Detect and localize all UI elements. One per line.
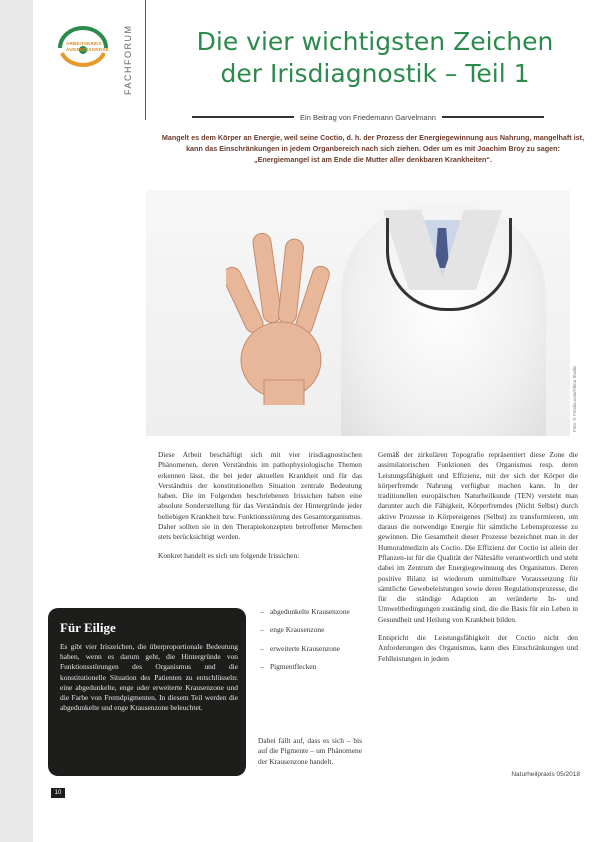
byline: Ein Beitrag von Friedemann Garvelmann	[300, 112, 436, 122]
column-1	[158, 450, 362, 569]
col1-paragraph-1: Diese Arbeit beschäftigt sich mit vier irisdiagnostischen Phänomenen, deren Verständnis im pathophysiologische Themen erkennen lässt, die bei jeder aktuellen Krankheit und für das Verständnis der konstitutionellen Situation zentrale Bedeutung haben. Die im Folgenden beschriebenen Irissichen haben eine absolute Sonderstellung für das Verständnis der Hintergründe jeder beliebigen Krankheit bzw. Funktionsstörung des Gesamtorganismus. Daher sollten sie in den Therapiekonzepten betroffener Menschen stets berücksichtigt werden.	[158, 450, 362, 542]
list-item: – Pigmentflecken	[260, 662, 364, 672]
col3-paragraph-1: Gemäß der zirkulären Topografie repräsentiert diese Zone die assimilatorischen Funktionen des Organismus resp. deren Leistungsfähigkeit und Effizienz, mit der sich der Körper die körperfremde Nahrung verfügbar machen kann. In der traditionellen europäischen Naturheilkunde (TEN) versteht man darunter auch die Fähigkeit, Körperfremdes (Nicht Selbst) durch aktive Prozesse in Körpereigenes (Selbst) zu transformieren, um daraus die notwendige Energie für sämtliche Lebensprozesse zu gewinnen. Die Gesamtheit dieser Prozesse bezeichnet man in der Humoralmedizin als Coctio. Die Effizienz der Coctio ist allein der Pflanzen-ist für die Qualität der Nährsäfte verantwortlich und steht dabei im Zentrum der Energiegewinnung des Organismus. Deren positive Bilanz ist wiederum unmittelbare Voraussetzung für sämtliche Gewebeleistungen sowie deren Regulationsprozesse, die für die ständige Adaption an veränderte In- und Umweltbedingungen zuständig sind, die die Basis für ein Leben in Gesundheit und Heilung von Krankheit bilden.	[378, 450, 578, 624]
col3-paragraph-2: Entspricht die Leistungsfähigkeit der Coctio nicht den Anforderungen des Organismus, kann dies Einschränkungen und Fehlleistungen in jedem	[378, 633, 578, 663]
four-fingers-hand-icon	[226, 225, 336, 405]
logo-text	[66, 41, 126, 53]
photo-credit: Foto: © Fotolia.com/Africa Studio	[572, 365, 577, 432]
iris-signs-list	[260, 607, 364, 680]
title-line-2: der Irisdiagnostik – Teil 1	[220, 59, 530, 88]
list-item: – erweiterte Krausenzone	[260, 644, 364, 654]
section-label: FACHFORUM	[123, 24, 133, 95]
logo-text-line2: AUGENDIAGNOSE	[66, 47, 109, 52]
logo-text-line1: ARBEITSKREIS	[66, 41, 102, 46]
col1-paragraph-2: Konkret handelt es sich um folgende Irissichen:	[158, 550, 300, 560]
byline-rule-left	[192, 116, 294, 118]
list-item: – enge Krausenzone	[260, 625, 364, 635]
left-margin-strip	[0, 0, 33, 842]
list-item: – abgedunkelte Krausenzone	[260, 607, 364, 617]
page-number: 10	[51, 788, 65, 798]
title-line-1: Die vier wichtigsten Zeichen	[196, 27, 554, 56]
column-3	[378, 450, 578, 672]
header-divider-line	[145, 0, 146, 120]
summary-box	[48, 608, 246, 776]
summary-box-heading: Für Eilige	[60, 620, 116, 635]
article-photo	[146, 190, 570, 436]
footer-issue: Naturheilpraxis 05/2018	[511, 771, 580, 778]
byline-rule-right	[442, 116, 544, 118]
article-title	[170, 26, 580, 90]
summary-box-text: Es gibt vier Iriszeichen, die überproportionale Bedeutung haben, wenn es darum geht, die Hintergründe von Funktionsstörungen des Organismus und die konstitutionelle Situation des Patienten zu entschlüsseln: eine abgedunkelte, enge oder erweiterte Krausenzone und die Farbe von Fremdpigmenten. In diesem Teil werden die abgedunkelte und enge Krausenzone beleuchtet.	[60, 642, 238, 713]
column-2-text: Dabei fällt auf, dass es sich – bis auf die Pigmente – um Phänomene der Krausenzone handelt.	[258, 736, 362, 766]
byline-row	[192, 111, 544, 123]
lead-paragraph: Mangelt es dem Körper an Energie, weil seine Coctio, d. h. der Prozess der Energiegewinnung aus Nahrung, mangelhaft ist, kann das Einschränkungen in jedem Organbereich nach sich ziehen. Oder um es mit Joachim Broy zu sagen: „Energiemangel ist am Ende die Mutter aller denkbaren Krankheiten“.	[161, 133, 585, 164]
